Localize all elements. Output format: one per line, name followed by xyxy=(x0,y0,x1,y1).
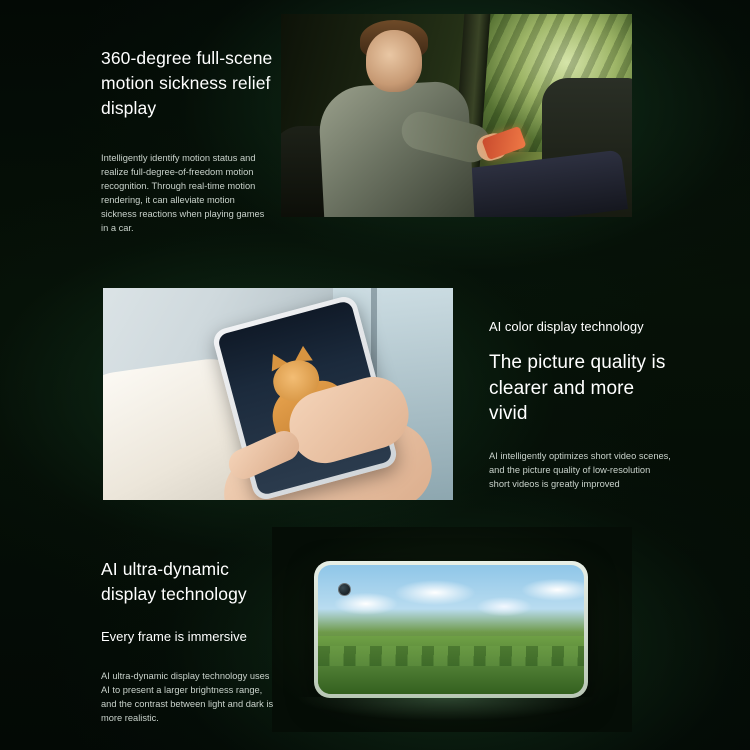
section-1-headline: 360-degree full-scene motion sickness relief display xyxy=(101,48,273,118)
section-3-text-block xyxy=(101,557,277,725)
section-2-eyebrow: AI color display technology xyxy=(489,319,644,334)
person-head xyxy=(366,30,422,92)
section-3-eyebrow: AI ultra-dynamic display technology xyxy=(101,559,247,604)
section-1-body: Intelligently identify motion status and realize full-degree-of-freedom motion recognition. Through real-time motion rendering, it can alleviate motion sickness reactions when playing games in a car. xyxy=(101,152,265,234)
device-glow xyxy=(296,697,596,721)
section-2-text-block xyxy=(489,318,671,491)
phone-device-landscape xyxy=(314,561,588,698)
car-interior-illustration xyxy=(281,14,632,217)
section-2-image xyxy=(103,288,453,500)
clouds xyxy=(318,573,584,629)
section-3-image xyxy=(272,527,632,732)
section-3-body: AI ultra-dynamic display technology uses AI to present a larger brightness range, and the contrast between light and dark is more realistic. xyxy=(101,670,274,724)
green-field xyxy=(318,636,584,694)
section-2-headline: The picture quality is clearer and more vivid xyxy=(489,352,666,425)
landscape-phone-illustration xyxy=(272,527,632,732)
section-1-image xyxy=(281,14,632,217)
camera-icon xyxy=(338,583,351,596)
section-3-headline: Every frame is immersive xyxy=(101,628,247,644)
section-2-body: AI intelligently optimizes short video scenes, and the picture quality of low-resolution short videos is greatly improved xyxy=(489,450,671,489)
hand-holding-phone-illustration xyxy=(103,288,453,500)
section-1-text-block xyxy=(101,46,273,235)
phone-screen-landscape xyxy=(318,565,584,694)
cat-ear-right xyxy=(294,345,313,361)
